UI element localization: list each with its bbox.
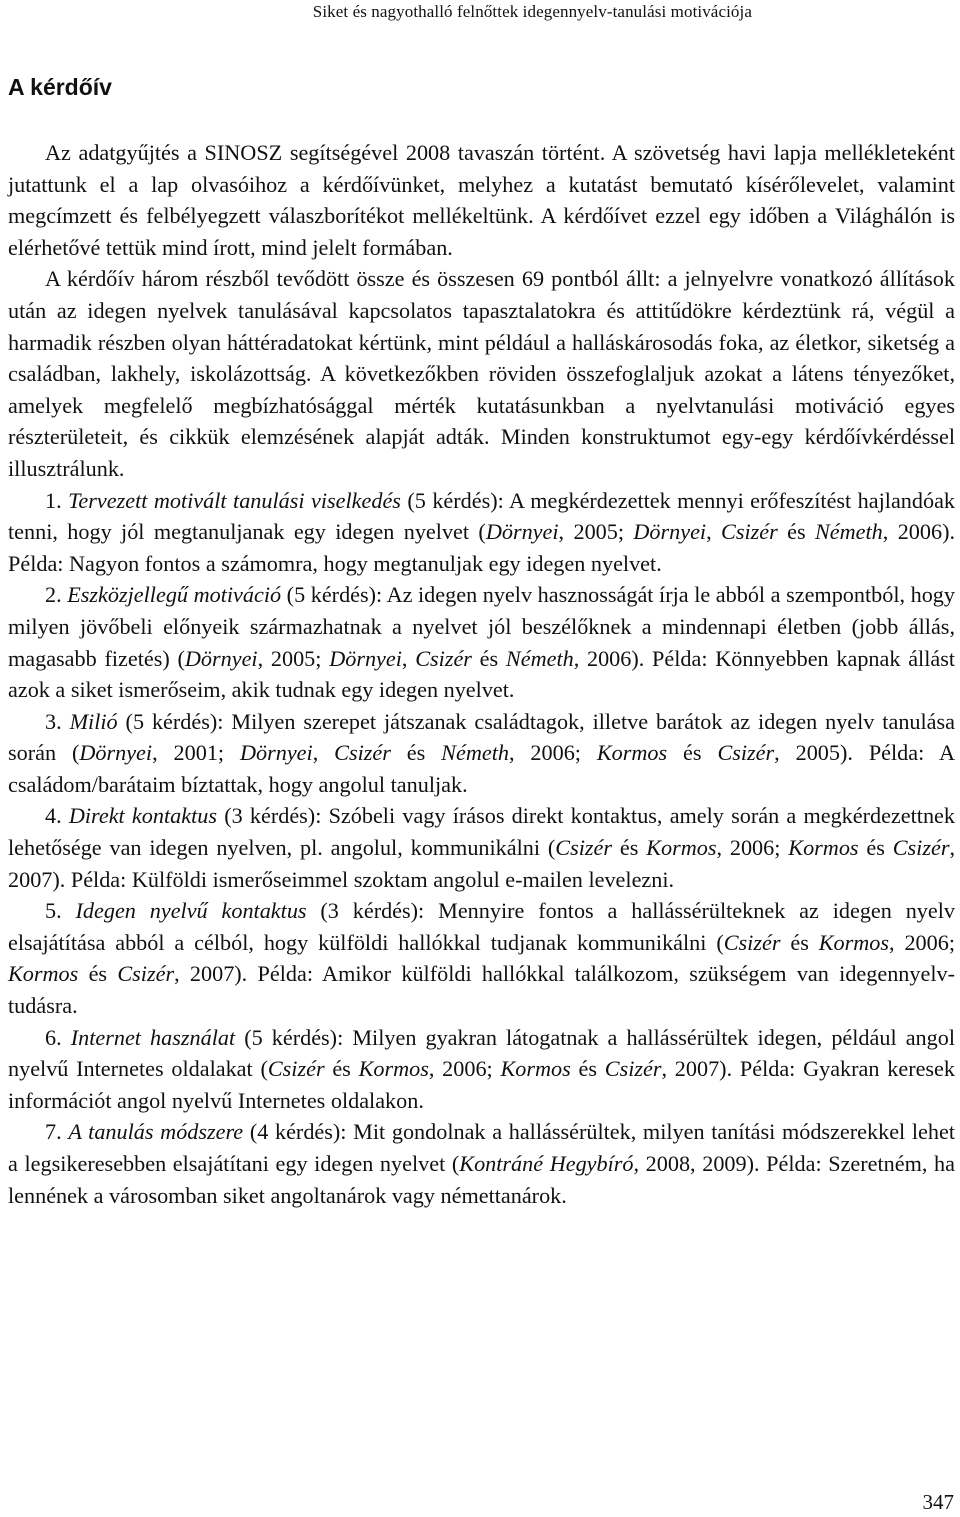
italic-term: Németh — [814, 519, 883, 545]
construct-item-3: 3. Milió (5 kérdés): Milyen szerepet játszanak családtagok, illetve barátok az idegen nyelv tanulása során (Dörnyei, 2001; Dörnyei, Csizér és Németh, 2006; Kormos és Csizér, 2005). Példa: A családom/barátaim bíztattak, hogy angolul tanuljak. — [8, 708, 956, 797]
construct-item-7: 7. A tanulás módszere (4 kérdés): Mit gondolnak a hallássérültek, milyen tanítási módszerekkel lehet a legsikeresebben elsajátítani egy idegen nyelvet (Kontráné Hegybíró, 2008, 2009). Példa: Szeretném, ha lennének a városomban siket angoltanárok vagy némettanárok. — [8, 1119, 955, 1208]
italic-term: Idegen nyelvű kontaktus — [75, 898, 307, 924]
italic-term: Csizér — [892, 835, 950, 861]
italic-term: Csizér — [555, 835, 612, 861]
italic-term: Dörnyei — [79, 740, 153, 766]
italic-term: Eszközjellegű motiváció — [67, 582, 282, 608]
italic-term: Csizér — [723, 929, 781, 955]
paragraph-data-collection: Az adatgyűjtés a SINOSZ segítségével 2008 tavaszán történt. A szövetség havi lapja mellékleteként jutattunk el a lap olvasóihoz a kérdőívünket, melyhez a kutatást bemutató kísérőlevelet, valamint megcímzett és felbélyegzett válaszborítékot mellékeltünk. A kérdőívet ezzel egy időben a Világhálón is elérhetővé tettük mind írott, mind jelelt formában. — [8, 140, 955, 260]
italic-term: Kontráné Hegybíró — [459, 1151, 634, 1176]
italic-term: Dörnyei — [239, 740, 313, 766]
italic-term: Kormos — [500, 1056, 571, 1082]
page-number: 347 — [922, 1490, 954, 1514]
construct-item-6: 6. Internet használat (5 kérdés): Milyen gyakran látogatnak a hallássérültek idegen, például angol nyelvű Internetes oldalakat (Csizér és Kormos, 2006; Kormos és Csizér, 2007). Példa: Gyakran keresek információt angol nyelvű Internetes oldalakon. — [8, 1024, 956, 1113]
italic-term: Tervezett motivált tanulási viselkedés — [68, 487, 401, 513]
construct-item-5: 5. Idegen nyelvű kontaktus (3 kérdés): Mennyire fontos a hallássérülteknek az idegen nyelv elsajátítása abból a célból, hogy külföldi hallókkal tudjanak kommunikálni (Csizér és Kormos, 2006; Kormos és Csizér, 2007). Példa: Amikor külföldi hallókkal találkozom, szükségem van idegennyelv-tudásra. — [8, 898, 956, 1019]
italic-term: Csizér — [604, 1056, 662, 1082]
italic-term: Dörnyei — [184, 645, 258, 671]
body-text — [8, 137, 955, 1211]
italic-term: Dörnyei — [329, 645, 402, 671]
paragraph-questionnaire-structure: A kérdőív három részből tevődött össze és összesen 69 pontból állt: a jelnyelvre vonatkozó állítások után az idegen nyelvek tanulásával kapcsolatos tapasztalatokra és attitűdökre kérdeztünk rá, végül a harmadik részben olyan háttéradatokat kértünk, mint például a halláskárosodás foka, az életkor, siketség a családban, lakhely, iskolázottság. A következőkben röviden összefoglaljuk azokat a látens tényezőket, amelyek megfelelő megbízhatósággal mérték kutatásunkban a nyelvtanulási motiváció egyes részterületeit, és cikkük elemzésének alapját adták. Minden konstruktumot egy-egy kérdőívkérdéssel illusztrálunk. — [8, 266, 955, 481]
italic-term: Dörnyei — [633, 519, 707, 545]
italic-term: Kormos — [818, 929, 890, 955]
italic-term: Csizér — [717, 740, 775, 766]
italic-term: Kormos — [358, 1056, 429, 1082]
construct-item-4: 4. Direkt kontaktus (3 kérdés): Szóbeli vagy írásos direkt kontaktus, amely során a megkérdezettnek lehetősége van idegen nyelven, pl. angolul, kommunikálni (Csizér és Kormos, 2006; Kormos és Csizér, 2007). Példa: Külföldi ismerőseimmel szoktam angolul e-mailen levelezni. — [8, 803, 955, 892]
construct-item-1: 1. Tervezett motivált tanulási viselkedés (5 kérdés): A megkérdezettek mennyi erőfeszítést hajlandóak tenni, hogy jól megtanuljanak egy idegen nyelvet (Dörnyei, 2005; Dörnyei, Csizér és Németh, 2006). Példa: Nagyon fontos a számomra, hogy megtanuljak egy idegen nyelvet. — [8, 487, 956, 576]
italic-term: Kormos — [788, 835, 859, 861]
italic-term: Csizér — [267, 1056, 325, 1082]
italic-term: Kormos — [8, 961, 79, 987]
italic-term: Kormos — [596, 740, 668, 766]
italic-term: Dörnyei — [485, 519, 559, 545]
construct-item-2: 2. Eszközjellegű motiváció (5 kérdés): Az idegen nyelv hasznosságát írja le abból a szempontból, hogy milyen jövőbeli előnyeik származhatnak a nyelvet jól beszélőknek a mindennapi életben (jobb állás, magasabb fizetés) (Dörnyei, 2005; Dörnyei, Csizér és Németh, 2006). Példa: Könnyebben kapnak állást azok a siket ismerőseim, akik tudnak egy idegen nyelvet. — [8, 582, 956, 703]
italic-term: Csizér — [721, 519, 778, 545]
italic-term: Csizér — [334, 740, 391, 766]
italic-term: A tanulás módszere — [68, 1119, 244, 1145]
italic-term: Kormos — [646, 835, 717, 861]
italic-term: Csizér — [415, 645, 472, 671]
running-header: Siket és nagyothalló felnőttek idegennyelv-tanulási motivációja — [312, 2, 752, 21]
italic-term: Németh — [441, 740, 509, 766]
italic-term: Direkt kontaktus — [68, 803, 217, 829]
italic-term: Milió — [69, 708, 118, 734]
italic-term: Internet használat — [70, 1024, 236, 1050]
section-title: A kérdőív — [8, 74, 112, 100]
italic-term: Németh — [505, 645, 574, 671]
italic-term: Csizér — [117, 961, 175, 987]
